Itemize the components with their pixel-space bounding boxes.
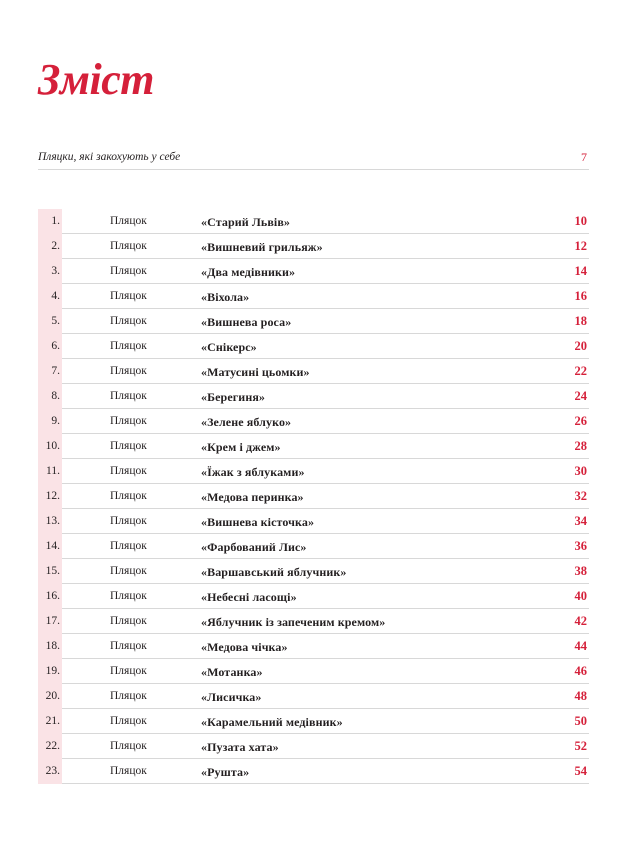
toc-entry-title: «Вишнева роса» [201, 315, 292, 329]
toc-entry-kind: Пляцок [110, 540, 147, 552]
toc-entry-number: 19. [45, 665, 60, 677]
toc-entry-page: 32 [574, 489, 587, 503]
toc-entry-title: «Медова перинка» [201, 490, 304, 504]
toc-entry-title: «Яблучник із запеченим кремом» [201, 615, 386, 629]
toc-entry-number: 7. [51, 365, 60, 377]
toc-entry-kind: Пляцок [110, 390, 147, 402]
toc-entry-page: 50 [574, 714, 587, 728]
toc-entry[interactable] [38, 559, 589, 584]
toc-entry-number: 5. [51, 315, 60, 327]
toc-entry-kind: Пляцок [110, 415, 147, 427]
toc-entry-kind: Пляцок [110, 465, 147, 477]
toc-entry[interactable] [38, 509, 589, 534]
toc-entry-page: 20 [574, 339, 587, 353]
toc-entry-kind: Пляцок [110, 565, 147, 577]
toc-entry-number-cell [38, 609, 62, 634]
toc-list [38, 209, 589, 784]
toc-entry-page: 44 [574, 639, 587, 653]
toc-entry-title: «Медова чічка» [201, 640, 288, 654]
toc-entry[interactable] [38, 759, 589, 784]
intro-entry-title: Пляцки, які закохують у себе [38, 151, 181, 163]
toc-entry-number: 10. [45, 440, 60, 452]
toc-entry-page: 28 [574, 439, 587, 453]
toc-entry-kind: Пляцок [110, 265, 147, 277]
toc-entry-title: «Снікерс» [201, 340, 257, 354]
toc-entry-title: «Зелене яблуко» [201, 415, 292, 429]
toc-entry-kind: Пляцок [110, 365, 147, 377]
toc-entry-page: 18 [574, 314, 587, 328]
toc-entry-title: «Вишневий грильяж» [201, 240, 323, 254]
toc-entry-number: 11. [46, 465, 60, 477]
toc-entry[interactable] [38, 359, 589, 384]
toc-entry-number-cell [38, 759, 62, 784]
toc-entry-title: «Старий Львів» [201, 215, 291, 229]
toc-entry-number-cell [38, 259, 62, 284]
toc-entry-kind: Пляцок [110, 290, 147, 302]
toc-entry-page: 36 [574, 539, 587, 553]
toc-entry-page: 24 [574, 389, 587, 403]
toc-entry-kind: Пляцок [110, 215, 147, 227]
toc-entry[interactable] [38, 709, 589, 734]
toc-entry-number: 16. [45, 590, 60, 602]
toc-entry-number: 18. [45, 640, 60, 652]
toc-entry-title: «Фарбований Лис» [201, 540, 307, 554]
toc-entry-number-cell [38, 559, 62, 584]
toc-entry-number: 17. [45, 615, 60, 627]
toc-entry-kind: Пляцок [110, 615, 147, 627]
toc-entry-number: 21. [45, 715, 60, 727]
toc-entry-kind: Пляцок [110, 715, 147, 727]
toc-entry-number: 3. [51, 265, 60, 277]
toc-entry-title: «Рушта» [201, 765, 250, 779]
toc-entry-title: «Мотанка» [201, 665, 263, 679]
toc-entry-number: 9. [51, 415, 60, 427]
toc-entry-kind: Пляцок [110, 765, 147, 777]
toc-entry-kind: Пляцок [110, 740, 147, 752]
toc-entry[interactable] [38, 609, 589, 634]
toc-entry-title: «Два медівники» [201, 265, 296, 279]
toc-entry-number: 12. [45, 490, 60, 502]
toc-entry-kind: Пляцок [110, 590, 147, 602]
toc-entry-number-cell [38, 584, 62, 609]
toc-entry-title: «Віхола» [201, 290, 250, 304]
toc-entry-page: 14 [574, 264, 587, 278]
toc-entry[interactable] [38, 409, 589, 434]
toc-entry-number-cell [38, 634, 62, 659]
toc-entry-number: 6. [51, 340, 60, 352]
toc-entry-title: «Варшавський яблучник» [201, 565, 347, 579]
toc-entry-title: «Берегиня» [201, 390, 266, 404]
toc-entry[interactable] [38, 309, 589, 334]
toc-entry-title: «Лисичка» [201, 690, 262, 704]
toc-entry-number: 20. [45, 690, 60, 702]
toc-entry-number: 23. [45, 765, 60, 777]
toc-entry[interactable] [38, 684, 589, 709]
toc-entry-number-cell [38, 659, 62, 684]
toc-entry[interactable] [38, 234, 589, 259]
toc-entry-number: 8. [51, 390, 60, 402]
toc-entry-number: 1. [51, 215, 60, 227]
toc-entry-number: 15. [45, 565, 60, 577]
toc-entry-title: «Карамельний медівник» [201, 715, 343, 729]
toc-entry-title: «Вишнева кісточка» [201, 515, 315, 529]
toc-entry-number-cell [38, 284, 62, 309]
toc-entry[interactable] [38, 734, 589, 759]
toc-entry-kind: Пляцок [110, 340, 147, 352]
toc-entry-number: 2. [51, 240, 60, 252]
toc-entry[interactable] [38, 584, 589, 609]
toc-entry-kind: Пляцок [110, 665, 147, 677]
toc-entry-kind: Пляцок [110, 515, 147, 527]
toc-entry-page: 40 [574, 589, 587, 603]
toc-entry-number-cell [38, 434, 62, 459]
toc-entry[interactable] [38, 384, 589, 409]
toc-entry[interactable] [38, 334, 589, 359]
toc-entry-page: 48 [574, 689, 587, 703]
toc-entry[interactable] [38, 259, 589, 284]
toc-entry-page: 52 [574, 739, 587, 753]
toc-entry-number-cell [38, 309, 62, 334]
toc-entry[interactable] [38, 209, 589, 234]
toc-entry-kind: Пляцок [110, 315, 147, 327]
toc-entry-title: «Небесні ласощі» [201, 590, 297, 604]
intro-entry[interactable] [38, 149, 589, 170]
toc-entry-page: 22 [574, 364, 587, 378]
toc-entry[interactable] [38, 534, 589, 559]
toc-entry-kind: Пляцок [110, 490, 147, 502]
toc-entry-title: «Їжак з яблуками» [201, 465, 305, 479]
toc-entry[interactable] [38, 459, 589, 484]
toc-entry-number: 4. [51, 290, 60, 302]
toc-entry-number-cell [38, 509, 62, 534]
toc-entry-page: 42 [574, 614, 587, 628]
toc-entry-number-cell [38, 234, 62, 259]
toc-entry-page: 26 [574, 414, 587, 428]
toc-entry-number-cell [38, 709, 62, 734]
toc-entry[interactable] [38, 659, 589, 684]
toc-entry-title: «Крем і джем» [201, 440, 281, 454]
toc-entry-page: 54 [574, 764, 587, 778]
toc-entry-kind: Пляцок [110, 690, 147, 702]
toc-entry-page: 12 [574, 239, 587, 253]
toc-entry-page: 46 [574, 664, 587, 678]
toc-entry-number-cell [38, 534, 62, 559]
toc-entry[interactable] [38, 484, 589, 509]
toc-entry-page: 10 [574, 214, 587, 228]
toc-entry-title: «Матусині цьомки» [201, 365, 310, 379]
toc-entry-number-cell [38, 484, 62, 509]
toc-entry-page: 34 [574, 514, 587, 528]
toc-entry[interactable] [38, 434, 589, 459]
toc-entry[interactable] [38, 284, 589, 309]
toc-entry-number-cell [38, 384, 62, 409]
toc-entry-number: 22. [45, 740, 60, 752]
toc-entry-number-cell [38, 209, 62, 234]
toc-entry-number-cell [38, 684, 62, 709]
toc-entry-number-cell [38, 334, 62, 359]
toc-entry-title: «Пузата хата» [201, 740, 279, 754]
toc-entry-kind: Пляцок [110, 240, 147, 252]
toc-entry[interactable] [38, 634, 589, 659]
toc-entry-number-cell [38, 459, 62, 484]
page-title: Зміст [38, 55, 155, 104]
toc-entry-number: 13. [45, 515, 60, 527]
toc-entry-page: 30 [574, 464, 587, 478]
toc-entry-number: 14. [45, 540, 60, 552]
toc-entry-number-cell [38, 359, 62, 384]
intro-entry-page: 7 [581, 150, 587, 164]
toc-entry-number-cell [38, 409, 62, 434]
toc-entry-page: 38 [574, 564, 587, 578]
toc-entry-kind: Пляцок [110, 640, 147, 652]
toc-entry-number-cell [38, 734, 62, 759]
toc-entry-kind: Пляцок [110, 440, 147, 452]
toc-entry-page: 16 [574, 289, 587, 303]
